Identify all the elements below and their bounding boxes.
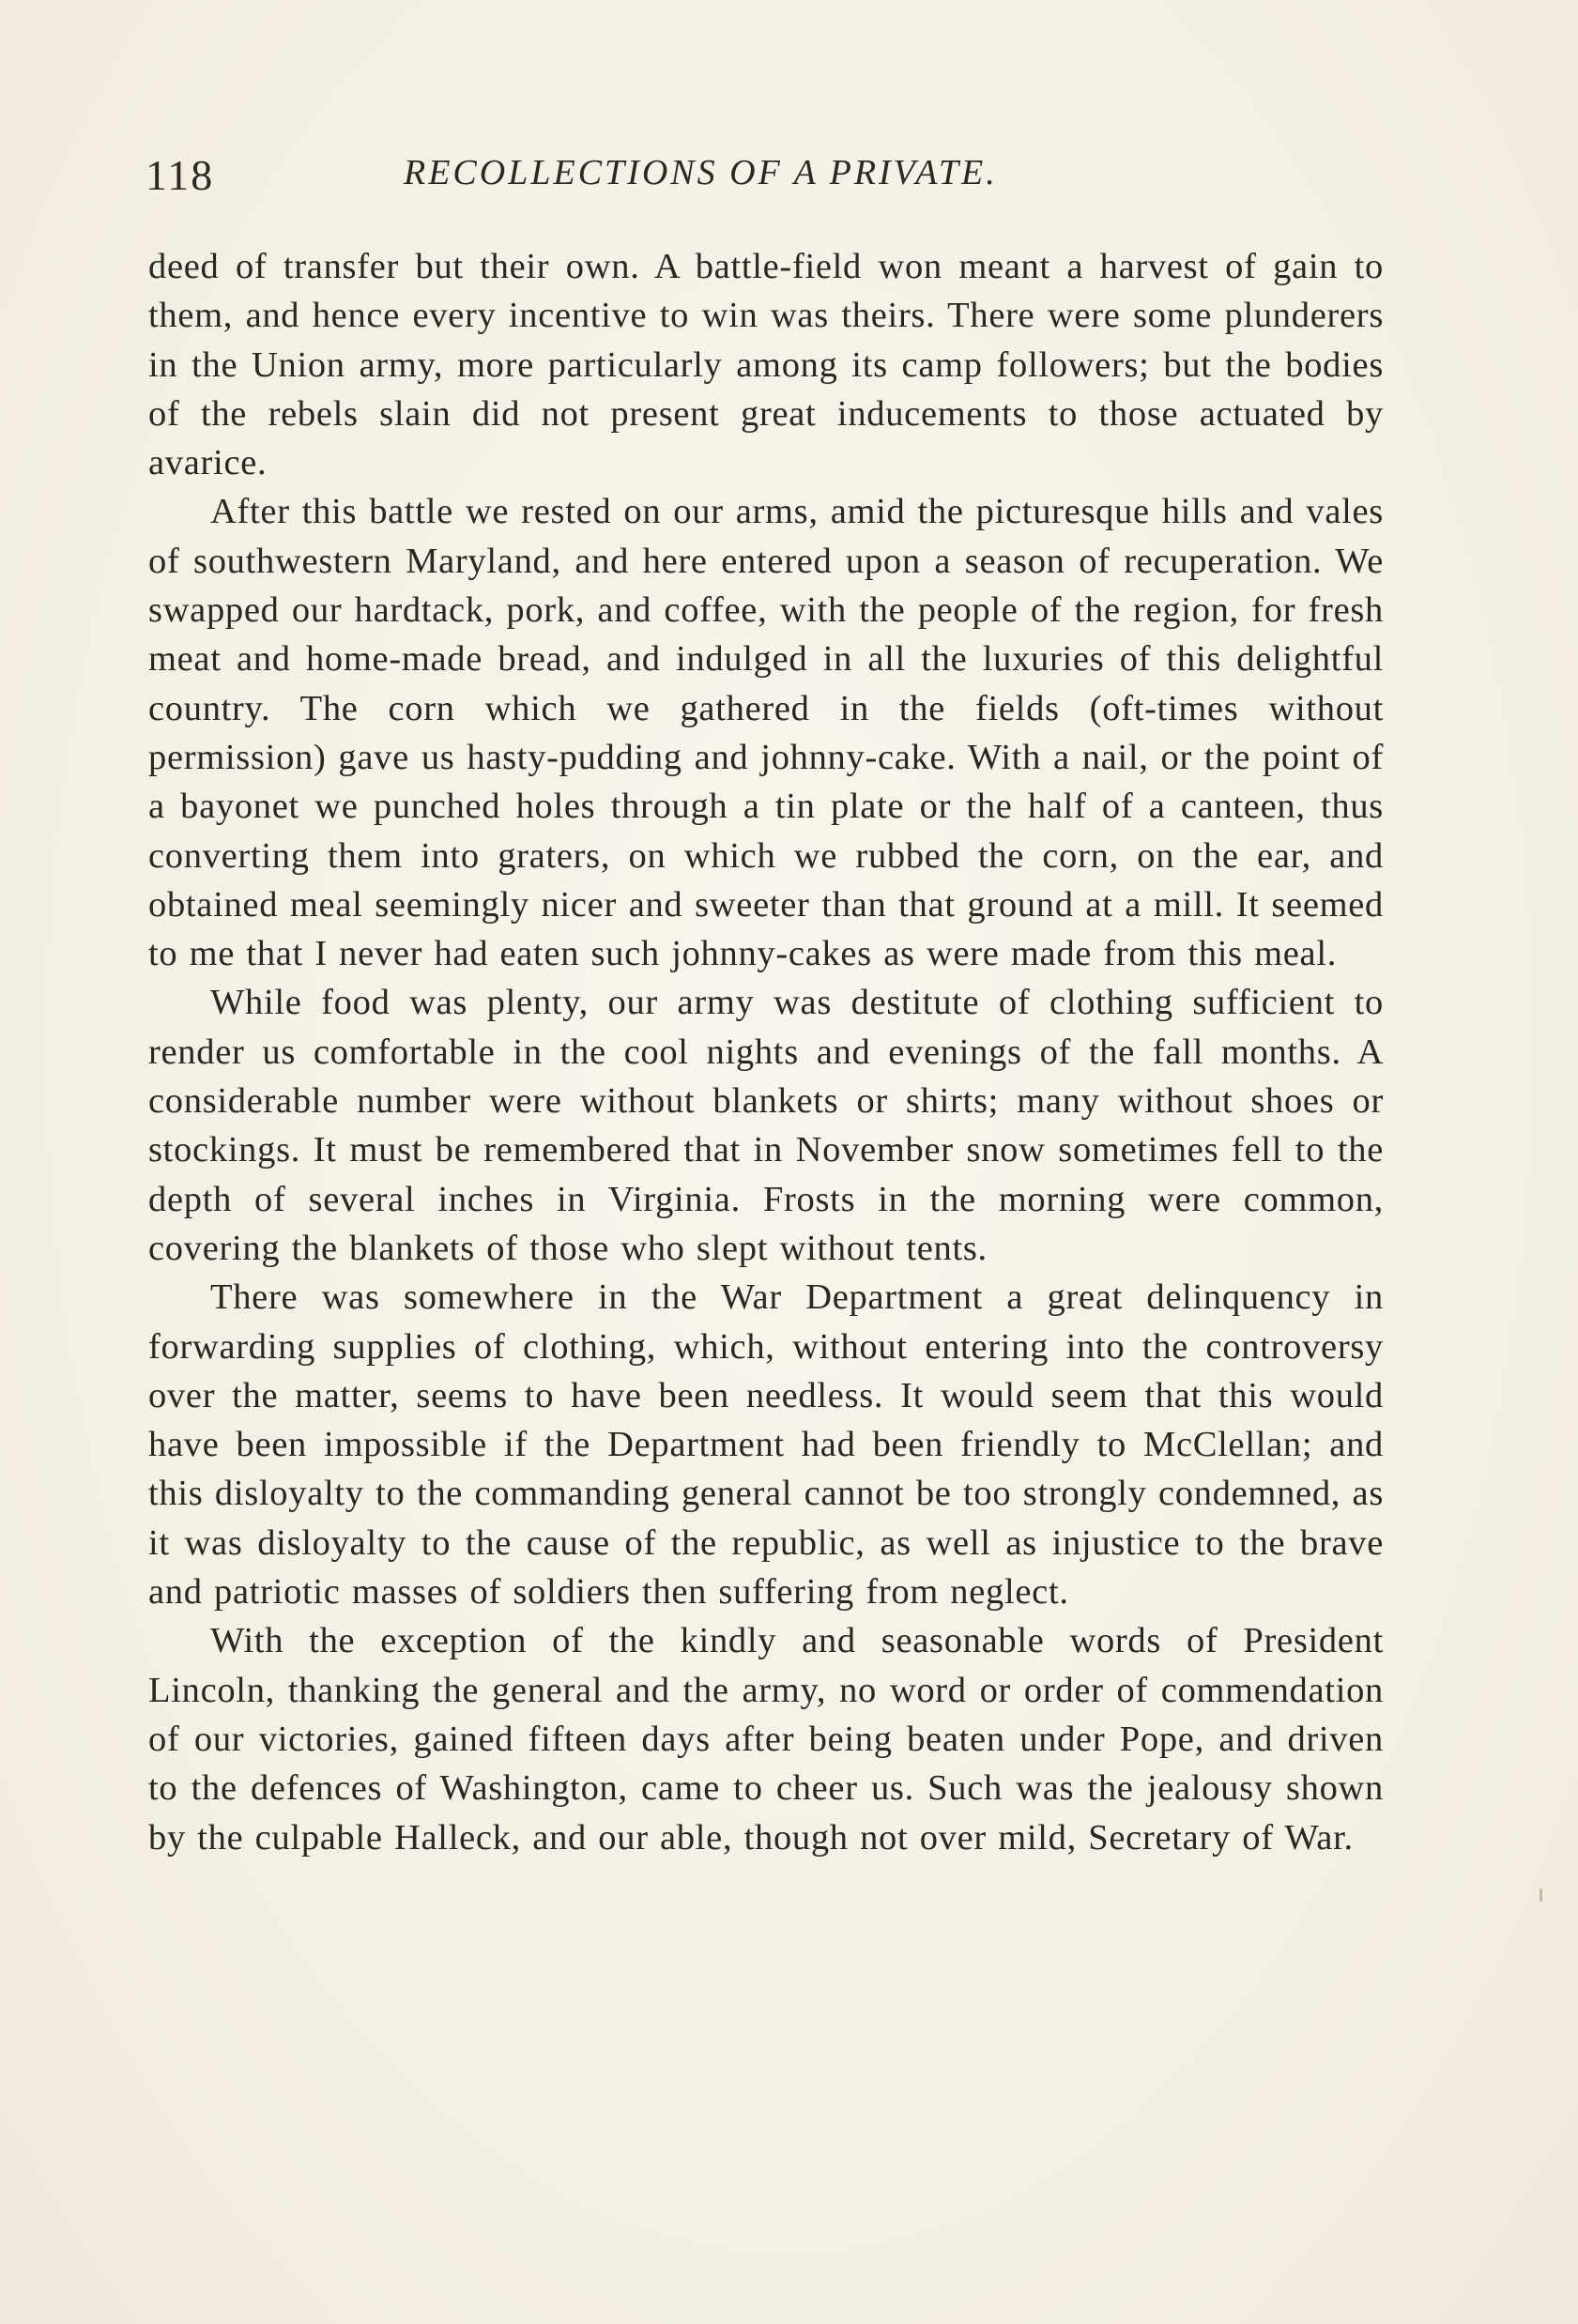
running-title: RECOLLECTIONS OF A PRIVATE. <box>404 153 998 192</box>
paragraph-continued: deed of transfer but their own. A battle-field won meant a harvest of gain to them, and hence every incentive to win was theirs. There were some plunderers in the Union army, more particularly among its camp followers; but the bodies of the rebels slain did not present great inducements to those actuated by avarice. <box>148 247 1384 483</box>
running-head <box>146 150 1375 206</box>
paragraph: There was somewhere in the War Department a great delinquency in forwarding supplies of clothing, which, without entering into the controversy over the matter, seems to have been needless. It would seem that this would have been impossible if the Department had been friendly to McClellan; and this disloyalty to the commanding general cannot be too strongly condemned, as it was disloyalty to the cause of the republic, as well as injustice to the brave and patriotic masses of soldiers then suffering from neglect. <box>148 1277 1384 1613</box>
body-text <box>148 242 1384 1862</box>
paragraph: After this battle we rested on our arms, amid the picturesque hills and vales of southwestern Maryland, and here entered upon a season of recuperation. We swapped our hardtack, pork, and coffee, with the people of the region, for fresh meat and home-made bread, and indulged in all the luxuries of this delightful country. The corn which we gathered in the fields (oft-times without permission) gave us hasty-pudding and johnny-cake. With a nail, or the point of a bayonet we punched holes through a tin plate or the half of a canteen, thus converting them into graters, on which we rubbed the corn, on the ear, and obtained meal seemingly nicer and sweeter than that ground at a mill. It seemed to me that I never had eaten such johnny-cakes as were made from this meal. <box>148 492 1384 974</box>
paragraph: While food was plenty, our army was destitute of clothing sufficient to render us comfortable in the cool nights and evenings of the fall months. A considerable number were without blankets or shirts; many without shoes or stockings. It must be remembered that in November snow sometimes fell to the depth of several inches in Virginia. Frosts in the morning were common, covering the blankets of those who slept without tents. <box>148 983 1384 1268</box>
paper-speck <box>1540 1888 1542 1902</box>
paragraph: With the exception of the kindly and seasonable words of President Lincoln, thanking the general and the army, no word or order of commendation of our victories, gained fifteen days after being beaten under Pope, and driven to the defences of Washington, came to cheer us. Such was the jealousy shown by the culpable Halleck, and our able, though not over mild, Secretary of War. <box>148 1621 1384 1858</box>
page-number: 118 <box>146 151 215 199</box>
